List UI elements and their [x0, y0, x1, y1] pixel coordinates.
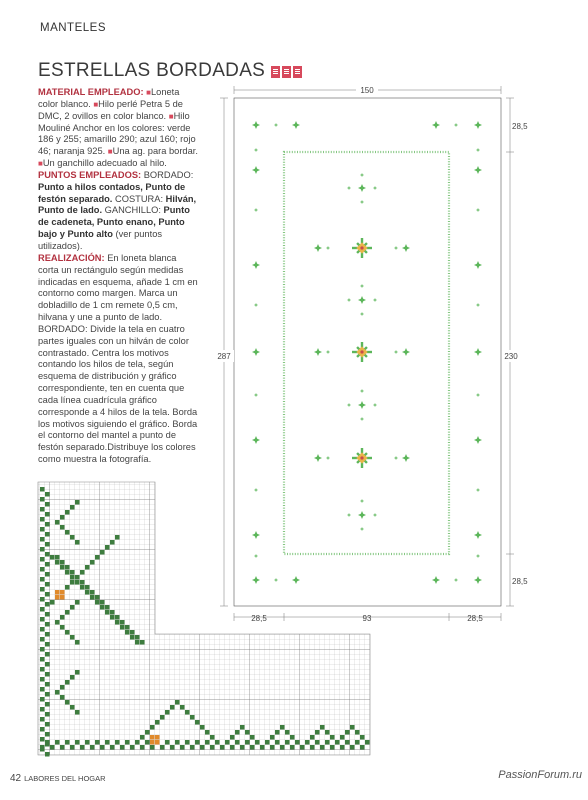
dim-right-bottom: 28,5 [512, 577, 528, 586]
dim-right-top: 28,5 [512, 122, 528, 131]
footer [10, 773, 106, 784]
instructions-text: MATERIAL EMPLEADO: ■Loneta color blanco. ■Hilo perlé Petra 5 de DMC, 2 ovillos en color blanco. ■Hilo Mouliné Anchor en los colores: verde 186 y 255; amarillo 290; azul 160; rojo 46; naranja 925. ■Una ag. para bordar. ■Un ganchillo adecuado al hilo. PUNTOS EMPLEADOS: BORDADO: Punto a hilos contados, Punto de festón separado. COSTURA: Hilván, Punto de lado. GANCHILLO: Punto de cadeneta, Punto enano, Punto bajo y Punto alto (ver puntos utilizados). REALIZACIÓN: En loneta blanca corta un rectángulo según medidas indicadas en esquema, añade 1 cm en contorno como margen. Marca un dobladillo de 1 cm remete 0,5 cm, hilvana y une a punto de lado. BORDADO: Divide la tela en cuatro partes iguales con un hilván de color contrastado. Centra los motivos contando los hilos de tela, según esquema de distribución y gráfico correspondiente, ten en cuenta que cada línea cuadrícula gráfico corresponde a 4 hilos de la tela. Borda los motivos siguiendo el gráfico. Borda el contorno del mantel a punto de festón separado.Distribuye los colores como muestra la fotografía. [38, 87, 198, 465]
puntos-b1: Punto a hilos contados, Punto de festón separado. [38, 181, 186, 204]
realizacion-text: En loneta blanca corta un rectángulo según medidas indicadas en esquema, añade 1 cm en contorno como margen. Marca un dobladillo de 1 cm remete 0,5 cm, hilvana y une a punto de lado. BORDADO: Divide la tela en cuatro partes iguales con un hilván de color contrastado. Centra los motivos contando los hilos de tela, según esquema de distribución y gráfico correspondiente, ten en cuenta que cada línea cuadrícula gráfico corresponde a 4 hilos de la tela. Borda los motivos siguiendo el gráfico. Borda el contorno del mantel a punto de festón separado.Distribuye los colores como muestra la fotografía. [38, 252, 198, 465]
watermark: PassionForum.ru [498, 769, 582, 781]
dim-right-mid: 230 [504, 352, 518, 361]
puntos-bordado: BORDADO: [143, 169, 194, 180]
puntos-b2: Hilván, Punto de lado. [38, 193, 197, 216]
magazine-name: LABORES DEL HOGAR [24, 774, 106, 783]
puntos-costura: COSTURA: [115, 193, 164, 204]
puntos-end: (ver puntos utilizados). [38, 229, 163, 251]
puntos-label: PUNTOS EMPLEADOS: [38, 169, 142, 180]
material-text-2: Hilo perlé Petra 5 de DMC, 2 ovillos en color blanco. [38, 98, 183, 121]
material-label: MATERIAL EMPLEADO: [38, 87, 144, 97]
realizacion-label: REALIZACIÓN: [38, 252, 105, 263]
dim-bottom-right: 28,5 [467, 614, 483, 623]
material-text-4: Una ag. para bordar. [112, 146, 198, 157]
section-label: MANTELES [40, 22, 106, 34]
puntos-b3: Punto de cadeneta, Punto enano, Punto bajo y Punto alto [38, 205, 190, 240]
material-text-3: Hilo Mouliné Anchor en los colores: verde 186 y 255; amarillo 290; azul 160; rojo 46; naranja 925. [38, 110, 196, 157]
dim-bottom-left: 28,5 [251, 614, 267, 623]
puntos-ganchillo: GANCHILLO: [104, 205, 161, 216]
material-text: Loneta color blanco. [38, 87, 180, 109]
dim-top: 150 [360, 86, 374, 95]
page-title: ESTRELLAS BORDADAS [38, 60, 266, 81]
dim-left: 287 [217, 352, 231, 361]
material-text-5: Un ganchillo adecuado al hilo. [42, 158, 167, 169]
page-number: 42 [10, 773, 22, 784]
dim-bottom-mid: 93 [362, 614, 372, 623]
